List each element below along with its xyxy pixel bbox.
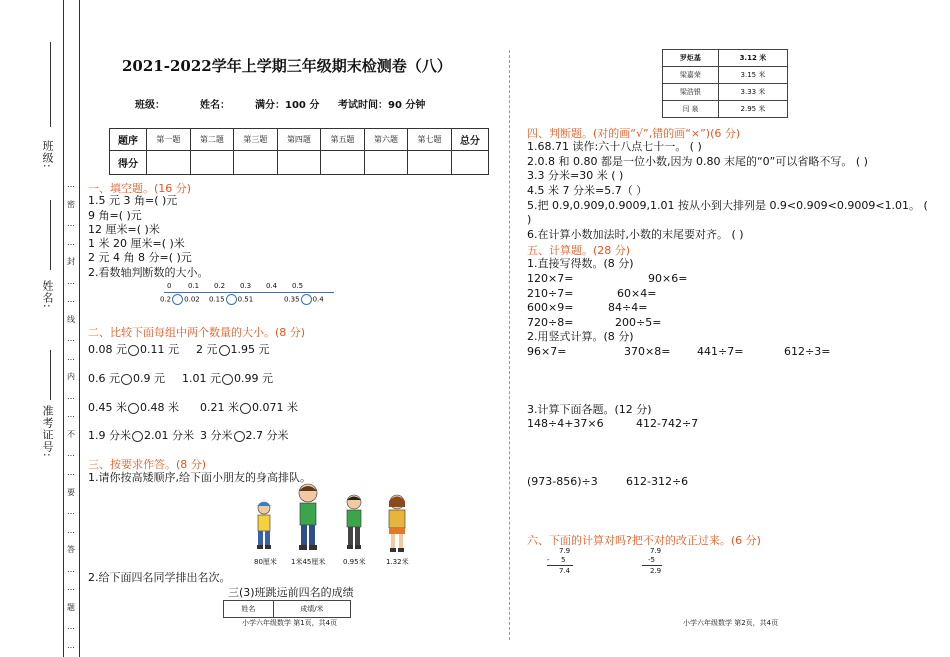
page-title: 2021-2022学年上学期三年级期末检测卷（八）	[122, 57, 452, 75]
axis-tick-label: 0	[167, 282, 172, 290]
child-illustration-4	[383, 493, 411, 555]
cut-line-char: …	[67, 449, 75, 459]
compare-b: 2.7 分米	[245, 429, 289, 442]
direct-calc: 120×7=	[527, 272, 574, 285]
score-header-cell: 第七题	[408, 129, 452, 151]
section3-q2: 2.给下面四名同学排出名次。	[88, 571, 231, 584]
section5-heading: 五、计算题。(28 分)	[527, 244, 631, 257]
axis-tick-label: 0.1	[188, 282, 200, 290]
compare-a: 0.21 米	[200, 401, 239, 414]
cut-line-char: …	[67, 334, 75, 344]
info-name: 姓名：	[200, 100, 230, 111]
result-name: 闫 泉	[663, 101, 719, 118]
compare-row	[88, 428, 194, 443]
cut-line-char: 密	[67, 199, 75, 209]
compare-a: 0.35	[284, 295, 300, 304]
name-underline	[50, 200, 51, 270]
fill-line: 2.看数轴判断数的大小。	[88, 266, 209, 279]
compare-circle[interactable]	[128, 403, 139, 414]
compare-circle[interactable]	[172, 294, 183, 305]
section4-heading: 四、判断题。(对的画“√”,错的画“×”)(6 分)	[527, 127, 741, 140]
compare-a: 1.9 分米	[88, 429, 131, 442]
judge-line: 2.0.8 和 0.80 都是一位小数,因为 0.80 末尾的“0”可以省略不写。 ( )	[527, 155, 868, 168]
class-underline	[50, 42, 51, 127]
axis-tick-label: 0.4	[266, 282, 278, 290]
score-table	[109, 128, 489, 175]
compare-b: 0.9 元	[133, 372, 165, 385]
cut-line-char: …	[67, 180, 75, 189]
cut-line-char: 内	[67, 372, 75, 382]
calc-top: 7.9	[650, 547, 662, 555]
section6-heading: 六、下面的计算对吗?把不对的改正过来。(6 分)	[527, 534, 761, 547]
cut-line-char: …	[67, 467, 75, 477]
compare-circle[interactable]	[121, 374, 132, 385]
result-score: 3.33 米	[718, 84, 787, 101]
fill-line: 1.5 元 3 角=( )元	[88, 194, 178, 207]
compare-row	[88, 400, 179, 415]
result-score: 3.15 米	[718, 67, 787, 84]
compare-a: 0.2	[160, 295, 172, 304]
compare-circle[interactable]	[240, 403, 251, 414]
judge-line: 4.5 米 7 分米=5.7（ ）	[527, 184, 648, 197]
judge-line: 1.68.71 读作:六十八点七十一。 ( )	[527, 140, 702, 153]
child-illustration-2	[293, 481, 323, 553]
axis-compare-1	[160, 294, 200, 305]
compare-row	[88, 371, 165, 386]
compare-circle[interactable]	[132, 431, 143, 442]
compare-circle[interactable]	[219, 345, 230, 356]
judge-line: 5.把 0.9,0.909,0.9009,1.01 按从小到大排列是 0.9<0.909<0.9009<1.01。 (	[527, 199, 928, 212]
calc-rule	[642, 565, 662, 566]
child-illustration-1	[252, 500, 276, 552]
mixed-calc: 148÷4+37×6	[527, 417, 604, 430]
score-cell[interactable]	[147, 151, 191, 175]
score-cell[interactable]	[364, 151, 408, 175]
calc-top: 7.9	[559, 547, 571, 555]
score-header-cell: 第三题	[234, 129, 278, 151]
wrong-calc-2	[642, 547, 672, 577]
child-illustration-3	[342, 493, 366, 553]
direct-calc: 84÷4=	[608, 301, 648, 314]
direct-calc: 600×9=	[527, 301, 574, 314]
info-full-score: 满分：100 分	[255, 100, 320, 111]
cut-line-char: …	[67, 525, 75, 535]
compare-row	[88, 342, 179, 357]
jump-table-header: 姓名	[224, 601, 274, 618]
direct-calc: 200÷5=	[615, 316, 662, 329]
fill-line: 2 元 4 角 8 分=( )元	[88, 251, 192, 264]
compare-row	[196, 342, 270, 357]
cut-line-char: …	[67, 622, 75, 632]
compare-b: 0.99 元	[234, 372, 273, 385]
section3-heading: 三、按要求作答。(8 分)	[88, 458, 207, 471]
compare-b: 1.95 元	[230, 343, 270, 356]
cut-line-char: …	[67, 219, 75, 229]
axis-tick-label: 0.5	[292, 282, 304, 290]
score-header-cell: 第六题	[364, 129, 408, 151]
section5-q3: 3.计算下面各题。(12 分)	[527, 403, 652, 416]
cut-line-char: 不	[67, 429, 75, 439]
wrong-calc-1	[545, 547, 575, 577]
axis-line	[164, 292, 334, 293]
calc-bottom: 5	[561, 556, 566, 564]
axis-tick-label: 0.2	[214, 282, 226, 290]
calc-result: 7.4	[559, 567, 571, 575]
score-cell[interactable]	[277, 151, 321, 175]
info-time: 考试时间：90 分钟	[338, 100, 426, 111]
score-header-cell: 题序	[110, 129, 147, 151]
height-label: 1米45厘米	[291, 558, 326, 566]
result-name: 罗炬基	[663, 50, 719, 67]
calc-rule	[547, 565, 573, 566]
cut-line-char: …	[67, 410, 75, 420]
page2-footer: 小学六年级数学 第2页，共4页	[683, 619, 779, 627]
judge-line: )	[527, 213, 532, 226]
vertical-calc: 441÷7=	[697, 345, 744, 358]
mixed-calc: 412-742÷7	[636, 417, 699, 430]
direct-calc: 210÷7=	[527, 287, 574, 300]
cut-line-char: …	[67, 507, 75, 517]
fill-line: 1 米 20 厘米=( )米	[88, 237, 185, 250]
score-row-label: 得分	[110, 151, 147, 175]
score-cell[interactable]	[408, 151, 452, 175]
page-divider	[509, 50, 510, 640]
section5-q1: 1.直接写得数。(8 分)	[527, 257, 634, 270]
direct-calc: 90×6=	[648, 272, 688, 285]
score-cell[interactable]	[190, 151, 234, 175]
cut-line-char: 线	[67, 314, 75, 324]
compare-a: 0.08 元	[88, 343, 127, 356]
cut-line-char: …	[67, 352, 75, 362]
margin-line-inner	[79, 0, 80, 657]
cut-line-char: 封	[67, 257, 75, 267]
compare-a: 1.01 元	[182, 372, 221, 385]
result-score: 3.12 米	[718, 50, 787, 67]
section2-heading: 二、比较下面每组中两个数量的大小。(8 分)	[88, 326, 306, 339]
cut-line-char: 要	[67, 487, 75, 497]
vertical-calc: 370×8=	[624, 345, 671, 358]
exam-number-label: 准考证号:	[41, 405, 54, 458]
cut-line-char: …	[67, 583, 75, 593]
height-label: 80厘米	[254, 558, 277, 566]
height-label: 0.95米	[343, 558, 366, 566]
result-name: 梁浩银	[663, 84, 719, 101]
compare-b: 0.4	[312, 295, 324, 304]
score-cell[interactable]	[451, 151, 488, 175]
compare-b: 0.51	[237, 295, 254, 304]
cut-line-char: …	[67, 237, 75, 247]
compare-circle[interactable]	[301, 294, 312, 305]
section1-heading: 一、填空题。(16 分)	[88, 182, 192, 195]
jump-table-title: 三(3)班跳远前四名的成绩	[228, 586, 354, 599]
height-label: 1.32米	[386, 558, 409, 566]
cut-line-char: 答	[67, 545, 75, 555]
calc-result: 2.9	[650, 567, 662, 575]
axis-compare-3	[284, 294, 324, 305]
section5-q2: 2.用竖式计算。(8 分)	[527, 330, 634, 343]
cut-line-char: …	[67, 295, 75, 305]
jump-table	[223, 600, 351, 618]
cut-line-char: …	[67, 640, 75, 650]
class-label: 班级:	[41, 140, 54, 169]
score-cell[interactable]	[234, 151, 278, 175]
result-score: 2.95 米	[718, 101, 787, 118]
compare-row	[200, 428, 289, 443]
compare-circle[interactable]	[234, 431, 245, 442]
jump-results-table	[662, 49, 788, 118]
page1-footer: 小学六年级数学 第1页，共4页	[242, 619, 338, 627]
compare-circle[interactable]	[226, 294, 237, 305]
score-header-cell: 第二题	[190, 129, 234, 151]
section3-q1: 1.请你按高矮顺序,给下面小朋友的身高排队。	[88, 471, 311, 484]
vertical-calc: 96×7=	[527, 345, 567, 358]
cut-line	[64, 180, 78, 650]
cut-line-char: 题	[67, 602, 75, 612]
jump-table-header: 成绩/米	[273, 601, 350, 618]
compare-b: 0.48 米	[140, 401, 179, 414]
score-header-cell: 第四题	[277, 129, 321, 151]
judge-line: 6.在计算小数加法时,小数的末尾要对齐。 ( )	[527, 228, 744, 241]
fill-line: 12 厘米=( )米	[88, 223, 160, 236]
axis-compare-2	[209, 294, 253, 305]
compare-a: 0.15	[209, 295, 225, 304]
calc-op: -	[547, 556, 550, 564]
result-name: 梁嘉荣	[663, 67, 719, 84]
name-label: 姓名:	[41, 280, 54, 309]
vertical-calc: 612÷3=	[784, 345, 831, 358]
score-header-cell: 总分	[451, 129, 488, 151]
compare-b: 0.11 元	[140, 343, 179, 356]
calc-op: -5	[648, 556, 655, 564]
score-cell[interactable]	[321, 151, 365, 175]
compare-row	[182, 371, 273, 386]
compare-a: 3 分米	[200, 429, 233, 442]
cut-line-char: …	[67, 276, 75, 286]
compare-a: 0.6 元	[88, 372, 120, 385]
compare-b: 0.071 米	[252, 401, 298, 414]
compare-b: 0.02	[184, 295, 200, 304]
compare-a: 0.45 米	[88, 401, 127, 414]
direct-calc: 60×4=	[617, 287, 657, 300]
cut-line-char: …	[67, 391, 75, 401]
score-header-cell: 第五题	[321, 129, 365, 151]
mixed-calc: 612-312÷6	[626, 475, 689, 488]
compare-circle[interactable]	[222, 374, 233, 385]
judge-line: 3.3 分米=30 米 ( )	[527, 169, 624, 182]
info-class: 班级：	[135, 100, 165, 111]
compare-a: 2 元	[196, 343, 218, 356]
exam-number-underline	[50, 350, 51, 400]
axis-tick-label: 0.3	[240, 282, 252, 290]
compare-row	[200, 400, 298, 415]
mixed-calc: (973-856)÷3	[527, 475, 598, 488]
fill-line: 9 角=( )元	[88, 209, 142, 222]
direct-calc: 720÷8=	[527, 316, 574, 329]
compare-b: 2.01 分米	[144, 429, 194, 442]
score-header-cell: 第一题	[147, 129, 191, 151]
cut-line-char: …	[67, 564, 75, 574]
compare-circle[interactable]	[128, 345, 139, 356]
